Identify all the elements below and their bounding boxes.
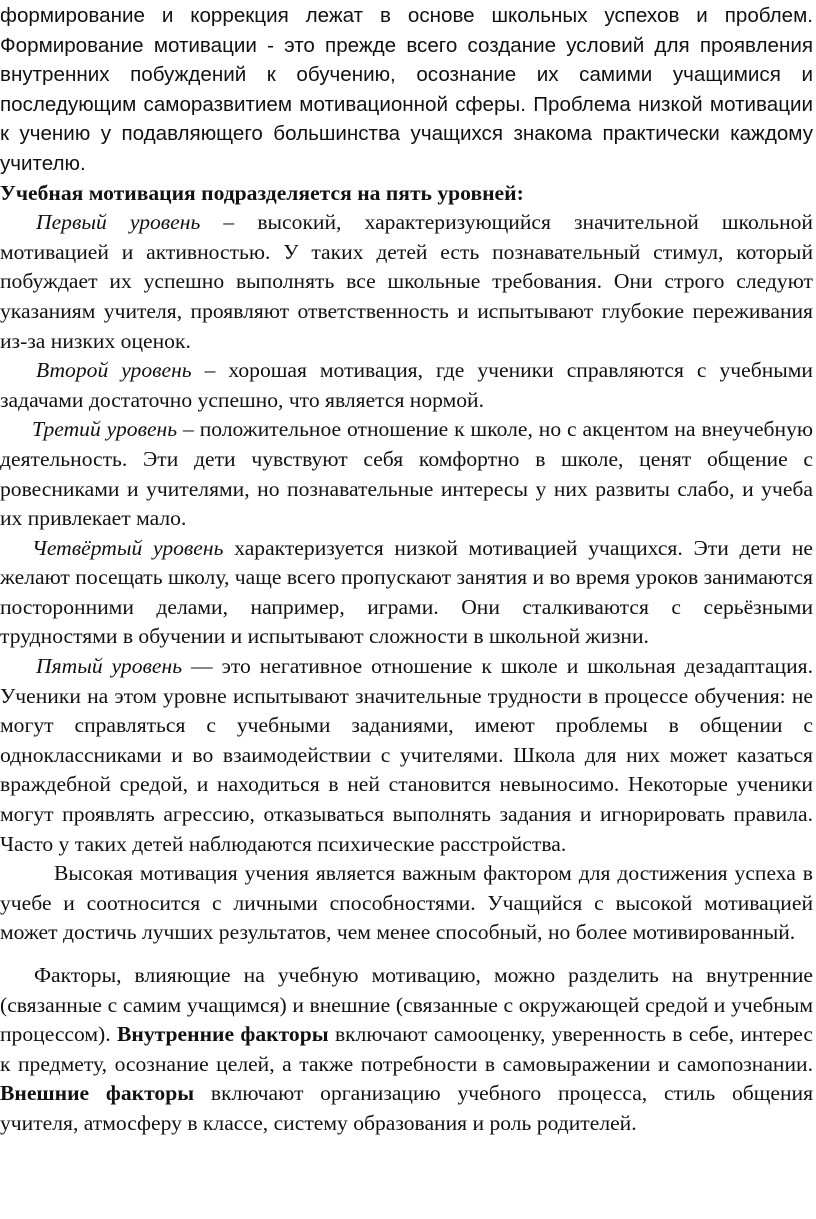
factors-paragraph xyxy=(0,961,813,1139)
level-1-paragraph xyxy=(0,208,813,356)
level-2-text: – хорошая мотивация, где ученики справляются с учебными задачами достаточно успешно, что является нормой. xyxy=(0,358,813,412)
internal-factors-text: включают самооценку, уверенность в себе, интерес к предмету, осознание целей, а также потребности в самовыражении и самопознании. xyxy=(0,1022,813,1076)
conclusion-paragraph: Высокая мотивация учения является важным фактором для достижения успеха в учебе и соотносится с личными способностями. Учащийся с высокой мотивацией может достичь лучших результатов, чем менее способный, но более мотивированный. xyxy=(0,861,813,945)
internal-factors-label: Внутренние факторы xyxy=(117,1022,329,1047)
section-heading: Учебная мотивация подразделяется на пять уровней: xyxy=(0,180,524,205)
external-factors-text: включают организацию учебного процесса, стиль общения учителя, атмосферу в классе, систему образования и роль родителей. xyxy=(0,1081,814,1135)
level-4-name: Четвёртый уровень xyxy=(32,535,224,560)
level-1-name: Первый уровень xyxy=(36,210,201,235)
level-5-name: Пятый уровень xyxy=(36,654,183,679)
external-factors-label: Внешние факторы xyxy=(0,1081,195,1106)
factors-intro: Факторы, влияющие на учебную мотивацию, можно разделить на внутренние (связанные с самим учащимся) и внешние (связанные с окружающей средой и учебным процессом). xyxy=(0,963,813,1047)
level-4-paragraph xyxy=(0,534,813,652)
level-3-paragraph xyxy=(0,415,813,533)
level-2-name: Второй уровень xyxy=(36,358,192,383)
level-3-text: – положительное отношение к школе, но с акцентом на внеучебную деятельность. Эти дети чувствуют себя комфортно в школе, ценят общение с ровесниками и учителями, но познавательные интересы у них развиты слабо, и учеба их привлекает мало. xyxy=(0,417,813,531)
level-5-paragraph xyxy=(0,652,813,859)
intro-paragraph: формирование и коррекция лежат в основе школьных успехов и проблем. Формирование мотивации - это прежде всего создание условий для проявления внутренних побуждений к обучению, осознание их самими учащимися и последующим саморазвитием мотивационной сферы. Проблема низкой мотивации к учению у подавляющего большинства учащихся знакома практически каждому учителю. xyxy=(0,4,813,175)
level-2-paragraph xyxy=(0,356,813,415)
level-1-text: – высокий, характеризующийся значительной школьной мотивацией и активностью. У таких детей есть познавательный стимул, который побуждает их успешно выполнять все школьные требования. Они строго следуют указаниям учителя, проявляют ответственность и испытывают глубокие переживания из-за низких оценок. xyxy=(0,210,813,353)
level-5-text: — это негативное отношение к школе и школьная дезадаптация. Ученики на этом уровне испытывают значительные трудности в процессе обучения: не могут справляться с учебными заданиями, имеют проблемы в общении с одноклассниками и во взаимодействии с учителями. Школа для них может казаться враждебной средой, и находиться в ней становится невыносимо. Некоторые ученики могут проявлять агрессию, отказываться выполнять задания и игнорировать правила. Часто у таких детей наблюдаются психические расстройства. xyxy=(0,654,813,856)
level-3-name: Третий уровень xyxy=(32,417,178,442)
level-4-text: характеризуется низкой мотивацией учащихся. Эти дети не желают посещать школу, чаще всего пропускают занятия и во время уроков занимаются посторонними делами, например, играми. Они сталкиваются с серьёзными трудностями в обучении и испытывают сложности в школьной жизни. xyxy=(0,535,814,649)
